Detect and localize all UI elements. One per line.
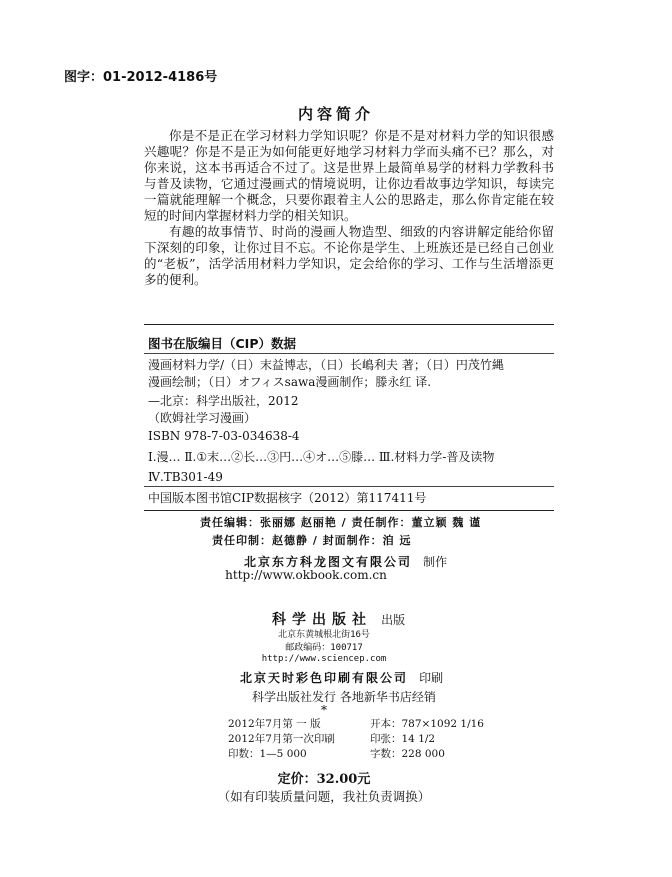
divider-bottom [144,510,554,511]
sheets: 印张：14 1/2 [370,733,436,745]
divider-cip-footer [144,486,554,487]
cip-line: Ⅳ.TB301-49 [148,470,223,484]
summary-text [144,128,554,288]
copies: 印数：1—5 000 [228,748,307,760]
cip-line: （欧姆社学习漫画） [148,411,257,425]
registration-number: 图字：01-2012-4186号 [64,70,218,85]
printer-line [240,667,443,686]
publisher-name: 科学出版社 [272,612,372,628]
cip-line: 漫画绘制；（日）オフィスsawa漫画制作；滕永红 译. [148,375,432,389]
producer-url: http://www.okbook.com.cn [225,568,387,582]
summary-title: 内容简介 [297,105,374,123]
divider-cip [144,353,554,354]
cip-line: —北京：科学出版社，2012 [148,394,299,408]
printer-role: 印刷 [419,671,444,685]
summary-paragraph-1: 你是不是正在学习材料力学知识呢？你是不是对材料力学的知识很感兴趣呢？你是不是正为如何能更好地学习材料力学而头痛不已？那么，对你来说，这本书再适合不过了。这是世界上最简单易学的材料力学教科书与普及读物，它通过漫画式的情境说明，让你边看故事边学知识，每读完一篇就能理解一个概念，只要你跟着主人公的思路走，那么你肯定能在较短的时间内掌握材料力学的相关知识。 [144,128,554,223]
word-count: 字数：228 000 [370,748,445,760]
publisher-line [272,609,405,629]
cip-line: Ⅰ.漫… Ⅱ.①末…②长…③円…④オ…⑤滕… Ⅲ.材料力学-普及读物 [148,450,495,464]
quality-notice: （如有印装质量问题，我社负责调换） [217,789,431,804]
publisher-url: http://www.sciencep.com [261,654,387,664]
separator-star: * [321,703,327,717]
cip-footer: 中国版本图书馆CIP数据核字（2012）第117411号 [148,491,427,505]
producer-role: 制作 [423,555,448,569]
cip-line: ISBN 978-7-03-034638-4 [148,429,300,443]
format: 开本：787×1092 1/16 [370,718,484,730]
summary-paragraph-2: 有趣的故事情节、时尚的漫画人物造型、细致的内容讲解定能给你留下深刻的印象，让你过目不忘。不论你是学生、上班族还是已经自己创业的“老板”，活学活用材料力学知识，定会给你的学习、工作与生活增添更多的便利。 [144,224,554,287]
divider-top [144,324,554,325]
publisher-postcode: 邮政编码：100717 [285,643,363,653]
publisher-role: 出版 [381,613,406,627]
printer-name: 北京天时彩色印刷有限公司 [240,671,409,685]
distributor: 科学出版社发行 各地新华书店经销 [252,690,436,704]
cip-title: 图书在版编目（CIP）数据 [148,336,296,351]
producer-name: 北京东方科龙图文有限公司 [244,555,413,569]
price: 定价：32.00元 [277,772,371,787]
print-credits: 责任印制：赵德静 / 封面制作：洎 远 [212,534,412,547]
editor-credits: 责任编辑：张丽娜 赵丽艳 / 责任制作：董立颖 魏 谨 [200,516,482,529]
publisher-address: 北京东黄城根北街16号 [278,630,370,640]
edition: 2012年7月第 一 版 [228,718,321,730]
cip-line: 漫画材料力学/（日）末益博志，（日）长嶋利夫 著；（日）円茂竹縄 [148,358,504,372]
printing: 2012年7月第一次印刷 [228,733,335,745]
